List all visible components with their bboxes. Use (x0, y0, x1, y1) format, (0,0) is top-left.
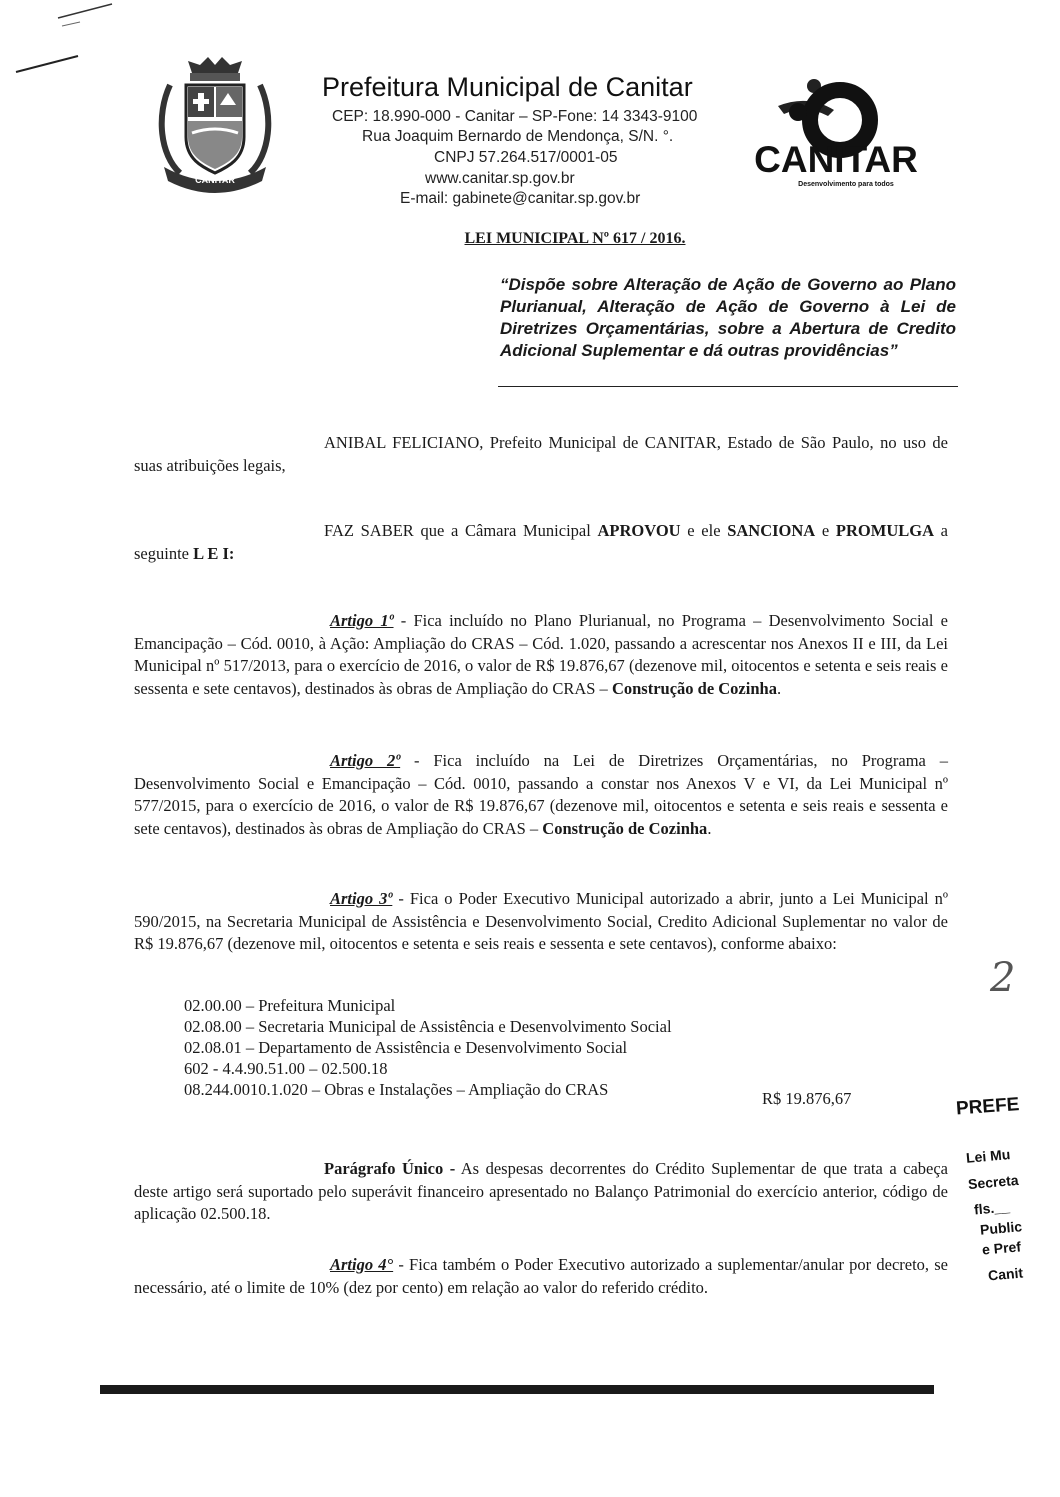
header-cep-phone: CEP: 18.990-000 - Canitar – SP-Fone: 14 3343-9100 (332, 108, 698, 125)
header-website: www.canitar.sp.gov.br (425, 170, 575, 187)
logo-tagline: Desenvolvimento para todos (798, 181, 894, 188)
article-2: Artigo 2º - Fica incluído na Lei de Diretrizes Orçamentárias, no Programa – Desenvolvimento Social e Emancipação – Cód. 0010, passando a constar nos Anexos V e VI, da Lei Municipal nº 577/2015, para o exercício de 2016, o valor de R$ 19.876,67 (dezenove mil, oitocentos e setenta e seis reais e sessenta e sete centavos), destinados às obras de Ampliação do CRAS – Construção de Cozinha. (134, 751, 948, 838)
article-3: Artigo 3º - Fica o Poder Executivo Municipal autorizado a abrir, junto a Lei Municipal nº 590/2015, na Secretaria Municipal de Assistência e Desenvolvimento Social, Credito Adicional Suplementar no valor de R$ 19.876,67 (dezenove mil, oitocentos e setenta e seis reais e sessenta e sete centavos), conforme abaixo: (134, 889, 948, 953)
law-ementa: “Dispõe sobre Alteração de Ação de Governo ao Plano Plurianual, Alteração de Ação de Governo à Lei de Diretrizes Orçamentárias, sobre a Abertura de Credito Adicional Suplementar e dá outras providências” (500, 275, 956, 360)
paragrafo-unico: Parágrafo Único - As despesas decorrentes do Crédito Suplementar de que trata a cabeça deste artigo será suportado pelo superávit financeiro apresentado no Balanço Patrimonial do exercício anterior, código de aplicação 02.500.18. (134, 1159, 948, 1223)
municipality-title: Prefeitura Municipal de Canitar (322, 72, 693, 102)
stamp-line: PREFE (955, 1094, 1021, 1120)
logo-wordmark: CANITAR (754, 139, 918, 180)
handwritten-page-number: 2 (990, 955, 1016, 1001)
header-cnpj: CNPJ 57.264.517/0001-05 (434, 149, 618, 166)
margin-stamp (955, 1094, 1056, 1120)
stamp-line: Public (979, 1218, 1023, 1238)
budget-line: 02.00.00 – Prefeitura Municipal (184, 996, 396, 1015)
budget-line: 02.08.01 – Departamento de Assistência e Desenvolvimento Social (184, 1038, 628, 1057)
crest-banner-text: CANITAR (195, 175, 235, 185)
stamp-line: Secreta (967, 1171, 1020, 1193)
stamp-line: e Pref (981, 1238, 1022, 1258)
preamble-promulgation: FAZ SABER que a Câmara Municipal APROVOU e ele SANCIONA e PROMULGA a seguinte L E I: (134, 521, 949, 563)
stamp-line: fls.__ (973, 1198, 1011, 1218)
stamp-line: Canit (987, 1264, 1024, 1284)
footer-bar (100, 1385, 934, 1394)
ementa-underline (498, 386, 958, 387)
budget-amount: R$ 19.876,67 (762, 1089, 852, 1108)
article-4: Artigo 4° - Fica também o Poder Executivo autorizado a suplementar/anular por decreto, se necessário, até o limite de 10% (dez por cento) em relação ao valor do referido crédito. (134, 1255, 948, 1297)
budget-line: 602 - 4.4.90.51.00 – 02.500.18 (184, 1059, 388, 1078)
budget-line: 08.244.0010.1.020 – Obras e Instalações – Ampliação do CRAS (184, 1080, 609, 1099)
coat-of-arms-icon (150, 55, 280, 193)
budget-line: 02.08.00 – Secretaria Municipal de Assistência e Desenvolvimento Social (184, 1017, 672, 1036)
law-title: LEI MUNICIPAL Nº 617 / 2016. (464, 230, 686, 247)
stamp-line: Lei Mu (965, 1146, 1011, 1166)
header-email: E-mail: gabinete@canitar.sp.gov.br (400, 190, 641, 207)
preamble-mayor: ANIBAL FELICIANO, Prefeito Municipal de CANITAR, Estado de São Paulo, no uso de suas atribuições legais, (134, 433, 948, 475)
article-1: Artigo 1º - Fica incluído no Plano Plurianual, no Programa – Desenvolvimento Social e Emancipação – Cód. 0010, à Ação: Ampliação do CRAS – Cód. 1.020, passando a acrescentar nos Anexos II e III, da Lei Municipal nº 517/2013, para o exercício de 2016, o valor de R$ 19.876,67 (dezenove mil, oitocentos e setenta e seis reais e sessenta e sete centavos), destinados às obras de Ampliação do CRAS – Construção de Cozinha. (134, 611, 948, 698)
header-street: Rua Joaquim Bernardo de Mendonça, S/N. °. (362, 128, 674, 145)
budget-allocation-list (184, 995, 672, 1100)
scan-mark (0, 0, 130, 110)
canitar-logo-icon (748, 76, 928, 196)
